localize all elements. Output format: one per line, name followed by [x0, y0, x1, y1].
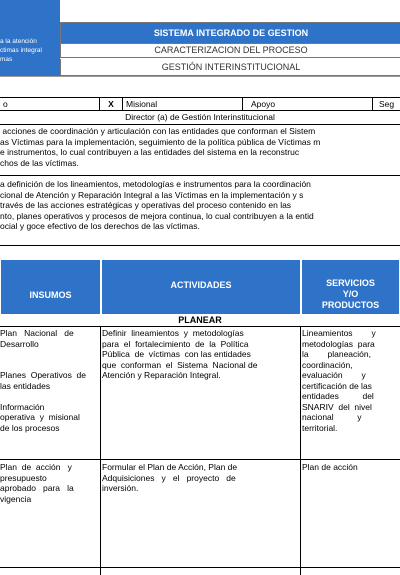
phase-planear: PLANEAR — [0, 315, 400, 327]
header-divider — [0, 76, 400, 77]
document-subtitle: CARACTERIZACION DEL PROCESO — [60, 43, 400, 58]
row1-servicios: Lineamientos y metodologías para la planeación, coordinación, evaluación y certificación de las entidades del SNARIV del nivel nacional y territorial. — [302, 328, 376, 433]
row2-actividades: Formular el Plan de Acción, Plan de Adquisiciones y el proyecto de inversión. — [102, 462, 238, 493]
process-type-seguimiento: Seg — [379, 99, 395, 109]
servicios-label: SERVICIOS Y/O PRODUCTOS — [321, 278, 380, 310]
row2-insumos: Plan de acción y presupuesto aprobado para la vigencia — [0, 462, 74, 504]
process-type-row — [0, 97, 400, 111]
logo-text: a la atención ctimas integral mas — [0, 38, 42, 63]
rule — [0, 245, 400, 246]
objective-text: acciones de coordinación y articulación con las entidades que conforman el Sistem as Víctimas para la implementación, seguimiento de la política pública de Víctimas m e instrumentos, lo cual contribuyen a las entidades del sistema en la reconstruc chos de las víctimas. — [0, 126, 321, 168]
scope-text: a definición de los lineamientos, metodologías e instrumentos para la coordinación cional de Atención y Reparación Integral a las Víctimas en la implementación y s través de las acciones estratégicas y operativas del proceso contenido en las nto, planes operativos y procesos de mejora continua, lo cual contribuyen a la entid ocial y goce efectivo de los derechos de las víctimas. — [0, 179, 314, 231]
column-divider — [100, 326, 101, 575]
rule — [0, 124, 400, 125]
process-type-label: o — [0, 98, 100, 110]
row2-servicios: Plan de acción — [302, 462, 358, 472]
row1-insumos: Plan Nacional de Desarrollo Planes Operativos de las entidades Información operativa y misional de los procesos — [0, 328, 86, 433]
process-type-mark: X — [100, 98, 123, 110]
process-name: GESTIÓN INTERINSTITUCIONAL — [60, 59, 400, 76]
row1-actividades: Definir lineamientos y metodologías para el fortalecimiento de la Política Pública de víctimas con las entidades que conforman el Sistema Nacional de Atención y Reparación Integral. — [102, 328, 258, 380]
row-divider — [0, 459, 400, 460]
process-leader: Director (a) de Gestión Interinstitucional — [125, 112, 275, 122]
insumos-label: INSUMOS — [29, 290, 72, 300]
process-type-misional: Misional — [123, 98, 243, 110]
column-header-insumos — [0, 259, 101, 315]
process-type-apoyo: Apoyo — [243, 98, 373, 110]
system-title: SISTEMA INTEGRADO DE GESTION — [60, 22, 400, 44]
rule — [0, 175, 400, 176]
actividades-label: ACTIVIDADES — [170, 280, 232, 290]
row-divider — [0, 567, 400, 568]
column-header-servicios — [301, 259, 400, 315]
column-divider — [300, 326, 301, 575]
column-header-actividades — [101, 259, 301, 315]
